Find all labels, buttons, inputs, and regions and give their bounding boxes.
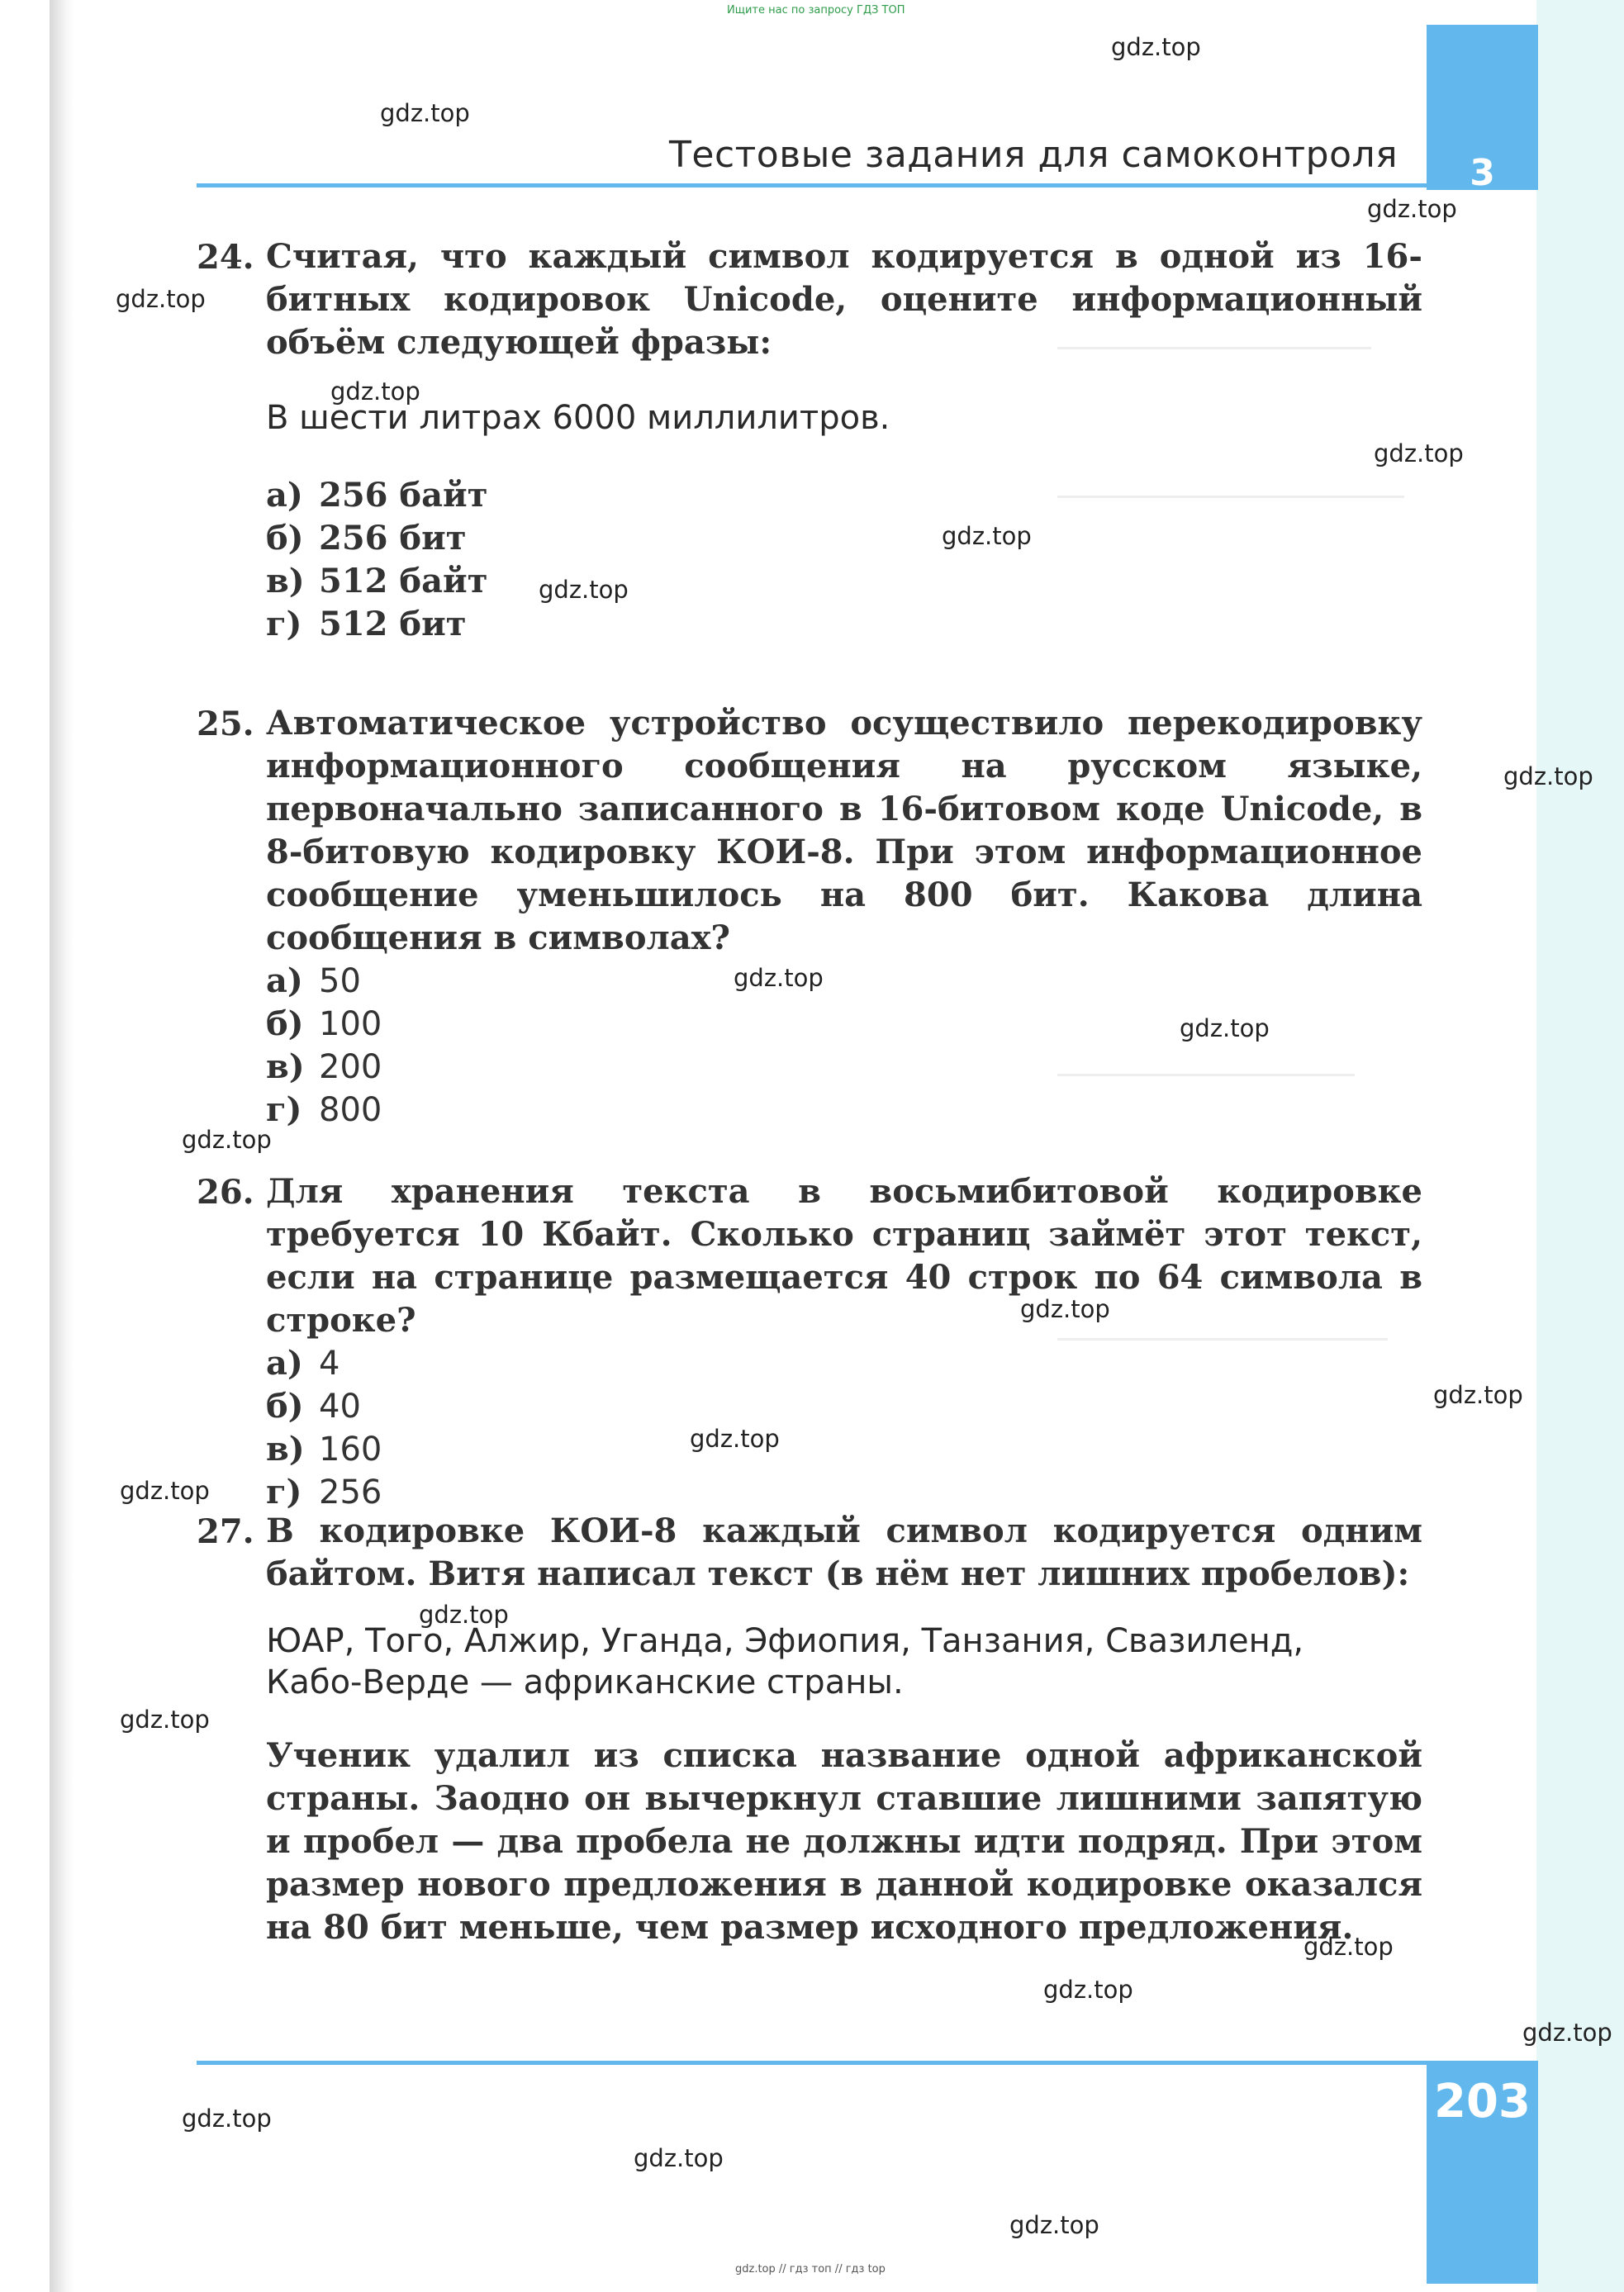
watermark: gdz.top (182, 2105, 272, 2133)
watermark: gdz.top (182, 1126, 272, 1154)
answer-options (266, 960, 1422, 1132)
answer-options (266, 474, 1422, 646)
watermark: gdz.top (1111, 33, 1201, 61)
question-26 (266, 1170, 1422, 1514)
question-text-continued: Ученик удалил из списка название одной африканской страны. Заодно он вычеркнул ставшие лишними запятую и пробел — два пробела не должны идти подряд. При этом размер нового предложения в данной кодировке оказался на 80 бит меньше, чем размер исходного предложения. (266, 1736, 1422, 1947)
watermark: gdz.top (634, 2144, 724, 2172)
question-25 (266, 702, 1422, 1132)
page-number-tab (1427, 2061, 1538, 2284)
watermark: gdz.top (120, 1477, 210, 1505)
question-number: 24. (197, 238, 254, 277)
answer-options (266, 1342, 1422, 1514)
watermark: gdz.top (116, 285, 206, 313)
watermark: gdz.top (380, 99, 470, 127)
header-rule (197, 183, 1427, 187)
bottom-site-note: gdz.top // гдз топ // гдз top (735, 2263, 886, 2275)
watermark: gdz.top (1433, 1381, 1523, 1409)
question-text: Для хранения текста в восьмибитовой кодировке требуется 10 Кбайт. Сколько страниц займёт этот текст, если на странице размещается 40 строк по 64 символа в строке? (266, 1172, 1422, 1340)
watermark: gdz.top (1020, 1295, 1110, 1323)
question-27 (266, 1510, 1422, 1949)
watermark: gdz.top (1522, 2019, 1612, 2047)
answer-option[interactable]: в) 160 (266, 1430, 382, 1469)
chapter-tab (1427, 25, 1538, 194)
answer-option[interactable]: б) 40 (266, 1387, 361, 1426)
footer-rule (197, 2061, 1427, 2065)
watermark: gdz.top (419, 1601, 509, 1629)
question-phrase: ЮАР, Того, Алжир, Уганда, Эфиопия, Танзания, Свазиленд, Кабо-Верде — африканские страны. (266, 1622, 1304, 1701)
page-binding-shadow (50, 0, 74, 2292)
answer-option[interactable]: г) 512 бит (266, 605, 467, 643)
answer-option[interactable]: а) 256 байт (266, 476, 488, 515)
answer-option[interactable]: б) 100 (266, 1004, 382, 1043)
question-phrase: В шести литрах 6000 миллилитров. (266, 399, 890, 437)
watermark: gdz.top (539, 576, 629, 604)
answer-option[interactable]: г) 800 (266, 1090, 382, 1129)
question-text: Автоматическое устройство осуществило перекодировку информационного сообщения на русском языке, первоначально записанного в 16-битовом коде Unicode, в 8-битовую кодировку КОИ-8. При этом информационное сообщение уменьшилось на 800 бит. Какова длина сообщения в символах? (266, 704, 1422, 957)
watermark: gdz.top (330, 377, 420, 406)
top-site-note: Ищите нас по запросу ГДЗ ТОП (727, 4, 905, 17)
question-text: В кодировке КОИ-8 каждый символ кодируется одним байтом. Витя написал текст (в нём нет лишних пробелов): (266, 1511, 1422, 1593)
question-number: 27. (197, 1512, 254, 1551)
watermark: gdz.top (734, 964, 824, 992)
question-number: 26. (197, 1173, 254, 1212)
answer-option[interactable]: а) 50 (266, 961, 361, 1000)
watermark: gdz.top (1009, 2211, 1099, 2239)
section-title: Тестовые задания для самоконтроля (669, 134, 1398, 176)
question-24 (266, 235, 1422, 646)
question-text: Считая, что каждый символ кодируется в одной из 16-битных кодировок Unicode, оцените информационный объём следующей фразы: (266, 237, 1422, 362)
watermark: gdz.top (1180, 1014, 1270, 1042)
question-number: 25. (197, 705, 254, 743)
answer-option[interactable]: б) 256 бит (266, 519, 467, 558)
page-number: 203 (1434, 2075, 1531, 2128)
answer-option[interactable]: в) 200 (266, 1047, 382, 1086)
watermark: gdz.top (1303, 1933, 1394, 1961)
watermark: gdz.top (1043, 1976, 1133, 2004)
page-margin-tint (1536, 0, 1624, 2292)
watermark: gdz.top (1374, 439, 1464, 467)
answer-option[interactable]: а) 4 (266, 1344, 340, 1383)
watermark: gdz.top (1503, 762, 1593, 790)
watermark: gdz.top (120, 1706, 210, 1734)
watermark: gdz.top (1367, 195, 1457, 223)
answer-option[interactable]: в) 512 байт (266, 562, 488, 600)
answer-option[interactable]: г) 256 (266, 1473, 382, 1511)
watermark: gdz.top (942, 522, 1032, 550)
chapter-number: 3 (1470, 152, 1495, 194)
watermark: gdz.top (690, 1425, 780, 1453)
